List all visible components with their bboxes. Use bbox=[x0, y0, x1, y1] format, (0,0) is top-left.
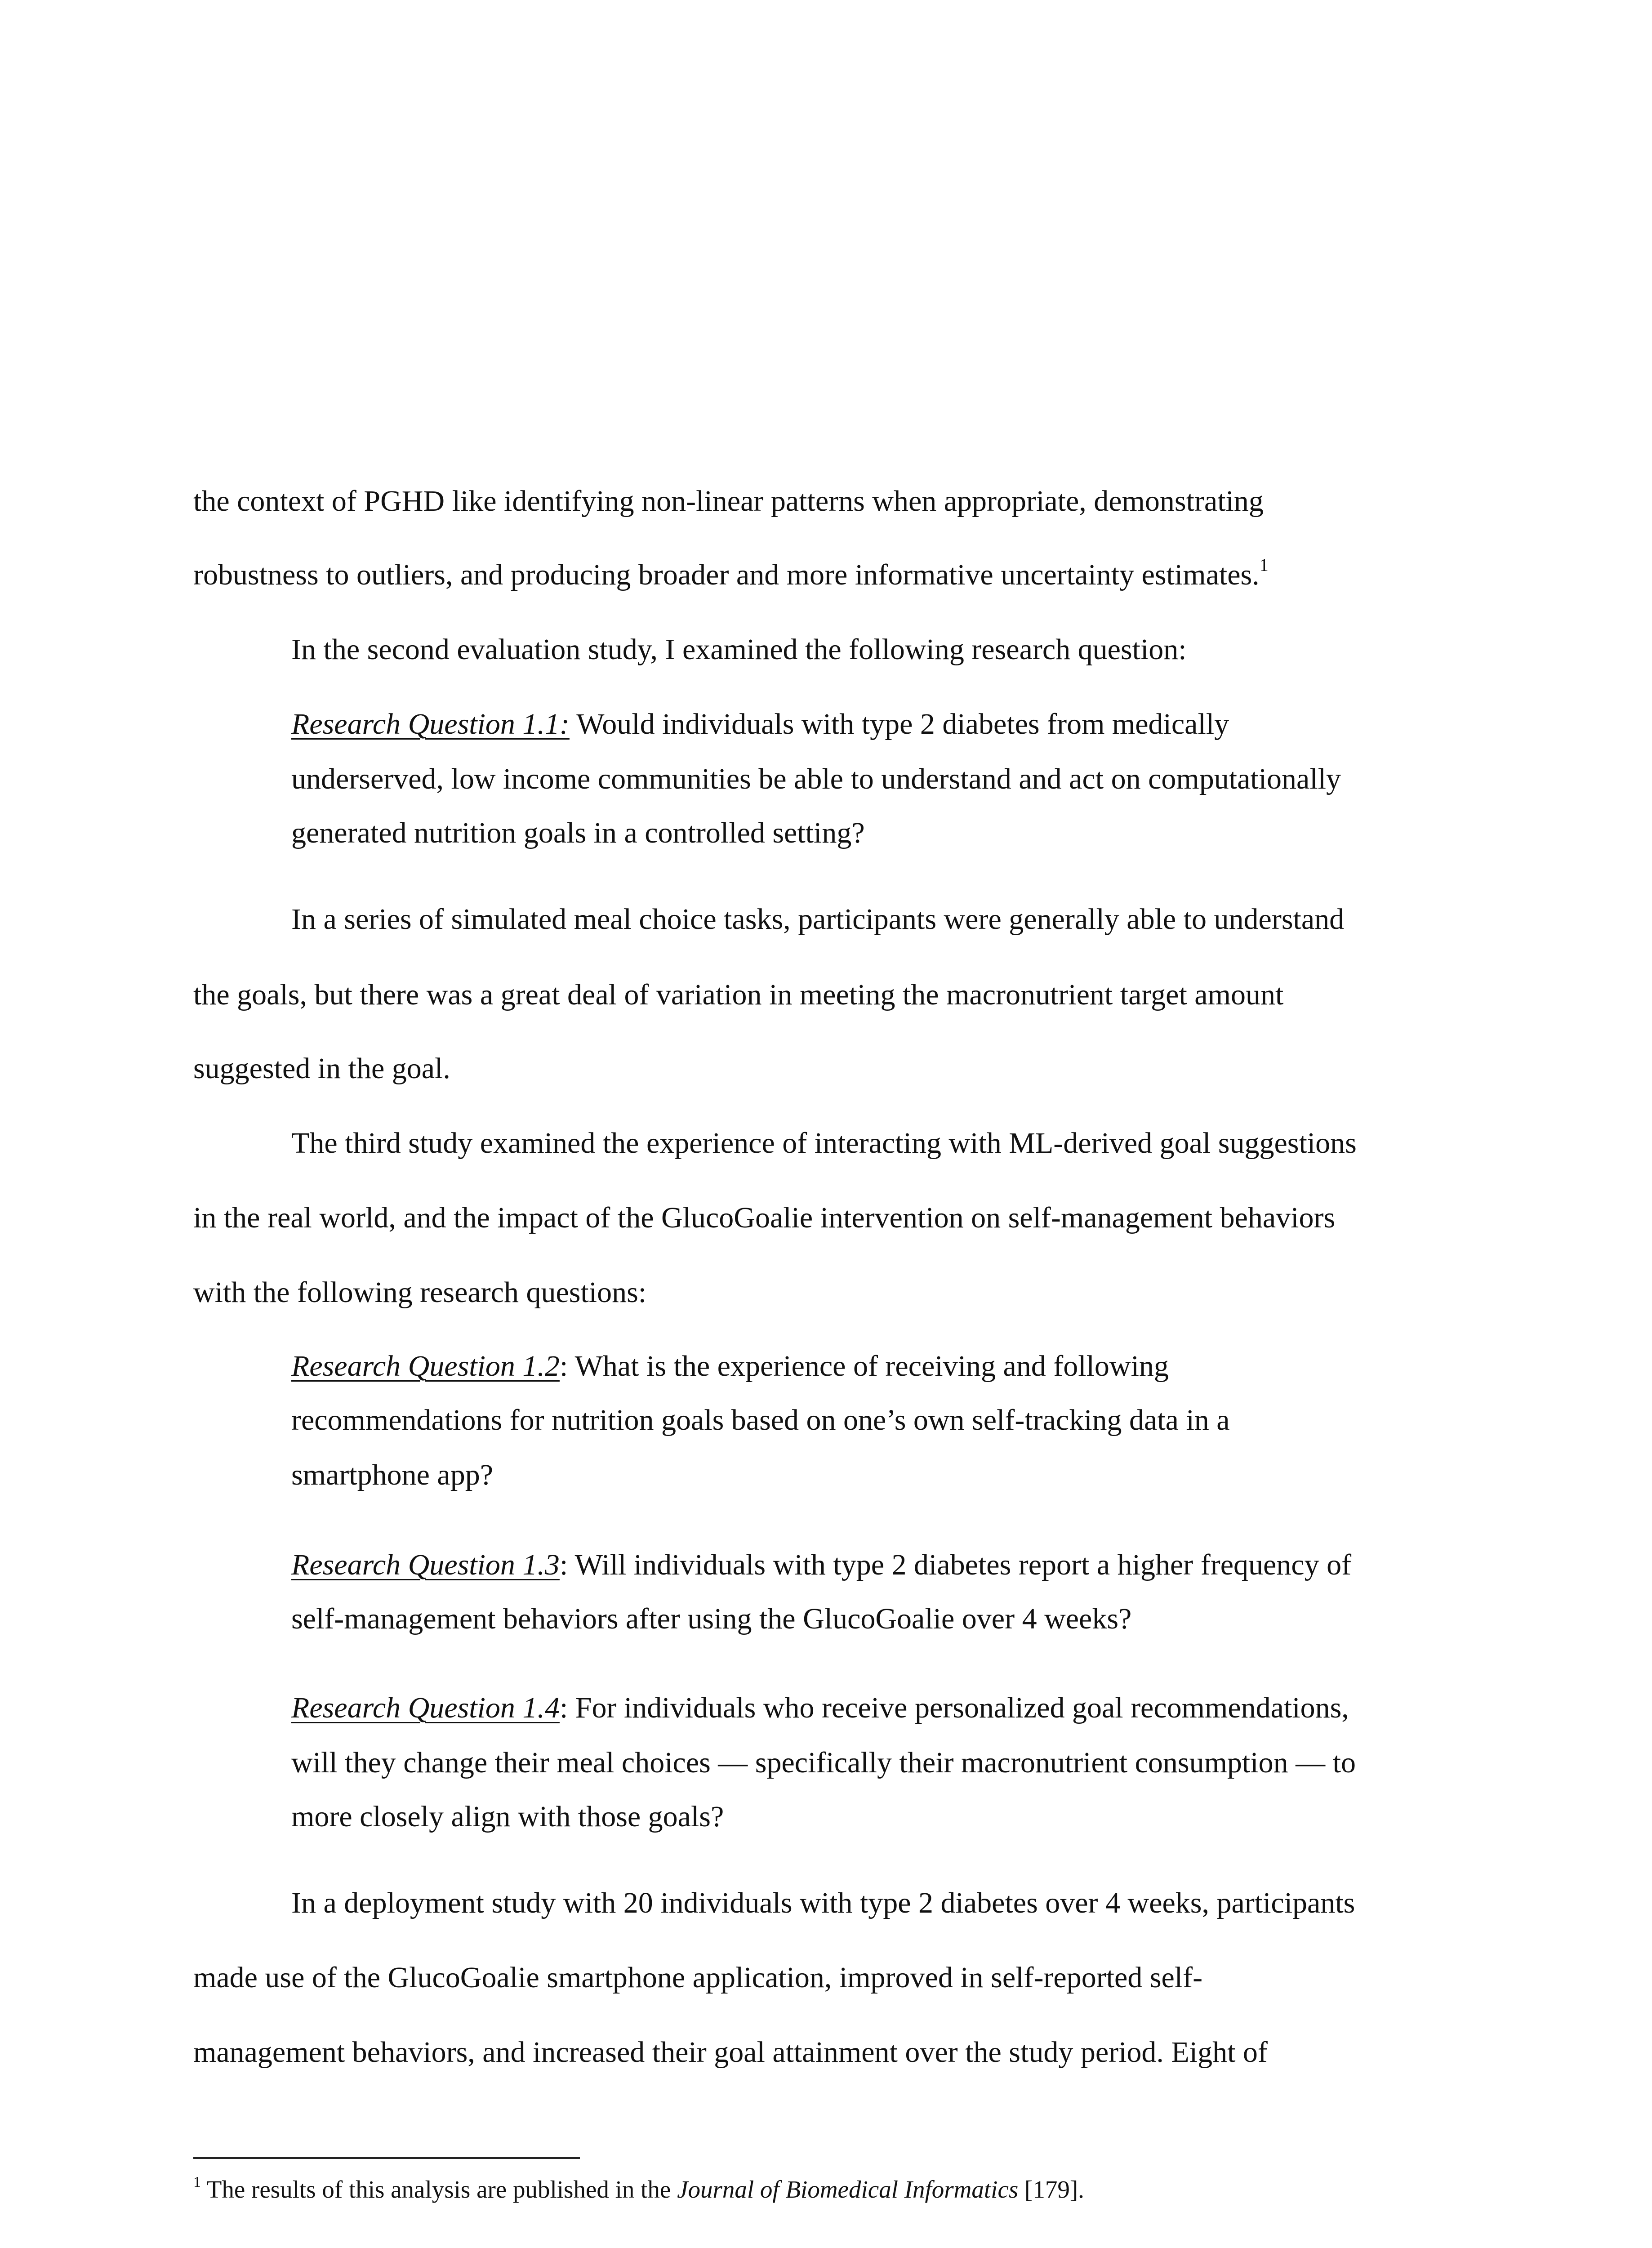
research-question-1-4 bbox=[291, 1693, 1349, 1723]
rq-label: Research Question 1.3 bbox=[291, 1548, 560, 1581]
text: In a deployment study with 20 individuals with type 2 diabetes over 4 weeks, participants bbox=[291, 1887, 1355, 1919]
body-line bbox=[291, 764, 1341, 794]
body-line bbox=[193, 555, 1269, 591]
body-line bbox=[193, 486, 1264, 516]
body-line bbox=[291, 635, 1187, 665]
research-question-1-2 bbox=[291, 1351, 1169, 1381]
text: In the second evaluation study, I examined the following research question: bbox=[291, 633, 1187, 666]
rq-label: Research Question 1.1: bbox=[291, 708, 570, 740]
footnote bbox=[193, 2175, 1084, 2203]
text: : What is the experience of receiving and following bbox=[559, 1350, 1169, 1383]
body-line bbox=[193, 1963, 1202, 1993]
text: the context of PGHD like identifying non-linear patterns when appropriate, demonstrating bbox=[193, 485, 1264, 517]
text: made use of the GlucoGoalie smartphone application, improved in self-reported self- bbox=[193, 1961, 1203, 1994]
body-line bbox=[291, 1604, 1131, 1634]
text: with the following research questions: bbox=[193, 1276, 647, 1309]
text: smartphone app? bbox=[291, 1459, 494, 1491]
body-line bbox=[193, 980, 1283, 1010]
footnote-text: The results of this analysis are published in the bbox=[201, 2176, 677, 2203]
text: suggested in the goal. bbox=[193, 1052, 450, 1085]
footnote-marker: 1 bbox=[193, 2174, 201, 2190]
text: more closely align with those goals? bbox=[291, 1800, 724, 1833]
body-line bbox=[291, 1460, 493, 1490]
body-line bbox=[193, 2038, 1268, 2067]
text: self-management behaviors after using the GlucoGoalie over 4 weeks? bbox=[291, 1602, 1132, 1635]
footnote-citation: [179]. bbox=[1018, 2176, 1084, 2203]
body-line bbox=[291, 1128, 1357, 1158]
body-line bbox=[291, 1888, 1355, 1918]
text: management behaviors, and increased their goal attainment over the study period. Eight of bbox=[193, 2036, 1268, 2069]
body-line bbox=[291, 1748, 1356, 1778]
text: Would individuals with type 2 diabetes from medically bbox=[569, 708, 1229, 740]
text: recommendations for nutrition goals based on one’s own self-tracking data in a bbox=[291, 1404, 1230, 1436]
footnote-divider bbox=[193, 2157, 580, 2159]
research-question-1-3 bbox=[291, 1550, 1351, 1580]
text: : For individuals who receive personalized goal recommendations, bbox=[559, 1691, 1349, 1724]
body-line bbox=[193, 1054, 450, 1084]
body-line bbox=[193, 1203, 1335, 1233]
text: in the real world, and the impact of the GlucoGoalie intervention on self-management behaviors bbox=[193, 1201, 1336, 1234]
text: : Will individuals with type 2 diabetes report a higher frequency of bbox=[559, 1548, 1352, 1581]
text: robustness to outliers, and producing broader and more informative uncertainty estimates. bbox=[193, 558, 1260, 591]
rq-label: Research Question 1.2 bbox=[291, 1350, 560, 1383]
text: The third study examined the experience of interacting with ML-derived goal suggestions bbox=[291, 1127, 1357, 1160]
text: underserved, low income communities be able to understand and act on computationally bbox=[291, 763, 1341, 795]
body-line bbox=[291, 818, 865, 848]
body-line bbox=[291, 1405, 1230, 1435]
text: In a series of simulated meal choice tasks, participants were generally able to understand bbox=[291, 903, 1345, 936]
research-question-1-1 bbox=[291, 709, 1229, 739]
journal-title: Journal of Biomedical Informatics bbox=[677, 2176, 1019, 2203]
text: generated nutrition goals in a controlled setting? bbox=[291, 816, 865, 849]
footnote-reference[interactable]: 1 bbox=[1259, 555, 1269, 575]
body-line bbox=[291, 905, 1344, 934]
body-line bbox=[193, 1278, 646, 1307]
text: the goals, but there was a great deal of variation in meeting the macronutrient target amount bbox=[193, 978, 1284, 1011]
text: will they change their meal choices — specifically their macronutrient consumption — to bbox=[291, 1746, 1356, 1779]
body-line bbox=[291, 1802, 724, 1832]
rq-label: Research Question 1.4 bbox=[291, 1691, 560, 1724]
